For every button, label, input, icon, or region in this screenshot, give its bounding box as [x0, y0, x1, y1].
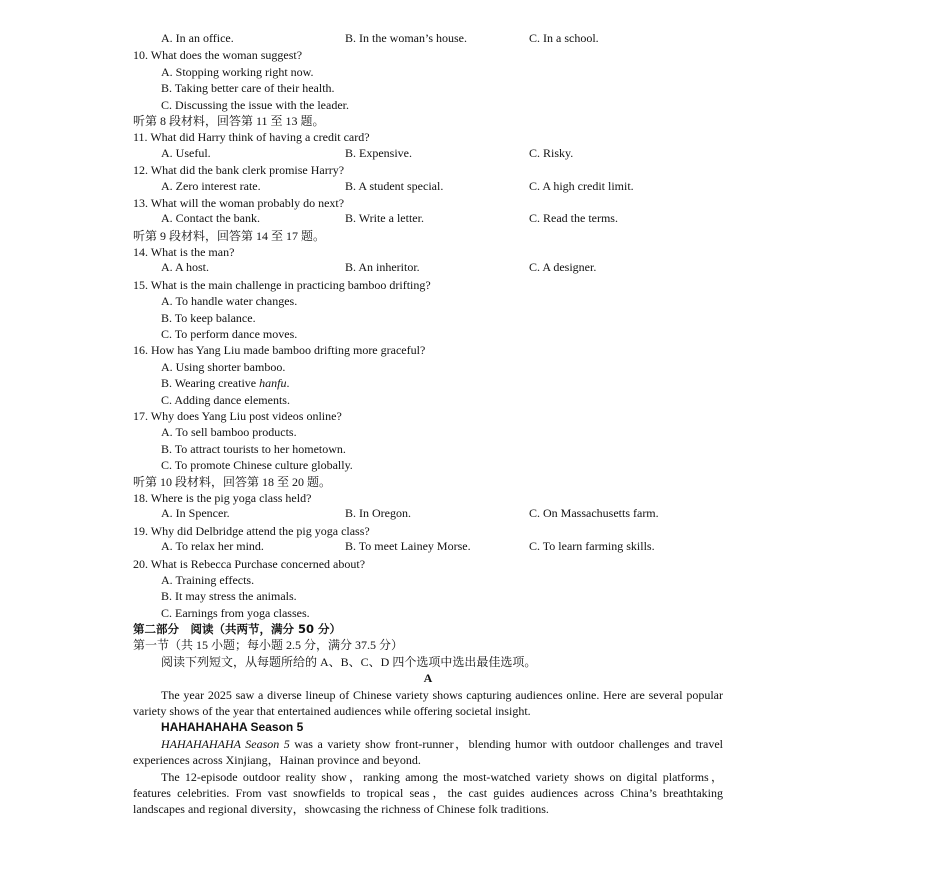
option-b: B. Taking better care of their health.	[161, 81, 335, 96]
option-a: A. Using shorter bamboo.	[161, 359, 286, 374]
option-a: A. Training effects.	[161, 572, 255, 587]
passage-label: A	[423, 671, 433, 686]
q13-options	[133, 211, 723, 227]
question-16: 16. How has Yang Liu made bamboo drifting more graceful?	[133, 343, 426, 358]
option-a: A. Zero interest rate.	[161, 178, 261, 193]
option-c: C. Earnings from yoga classes.	[161, 605, 310, 620]
q19-options	[133, 539, 723, 555]
option-a: A. Useful.	[161, 145, 211, 160]
question-15: 15. What is the main challenge in practicing bamboo drifting?	[133, 277, 431, 292]
section-1-heading: 第一节（共 15 小题；每小题 2.5 分，满分 37.5 分）	[133, 638, 404, 653]
option-b: B. To keep balance.	[161, 310, 256, 325]
option-b: B. In Oregon.	[345, 506, 411, 521]
option-c: C. To perform dance moves.	[161, 327, 298, 342]
option-b	[133, 375, 723, 391]
paragraph-2-text: was a variety show front-runner，blending humor with outdoor challenges and travel experiences across Xinjiang，Hainan province and beyond.	[133, 736, 724, 768]
paragraph-2	[133, 736, 723, 769]
show-title: HAHAHAHAHA Season 5	[161, 720, 304, 735]
option-b: B. An inheritor.	[345, 260, 420, 275]
question-17: 17. Why does Yang Liu post videos online?	[133, 408, 342, 423]
option-c: C. Adding dance elements.	[161, 392, 290, 407]
option-c: C. Risky.	[529, 145, 574, 160]
option-c: C. To learn farming skills.	[529, 539, 655, 554]
q12-options	[133, 179, 723, 195]
question-10: 10. What does the woman suggest?	[133, 48, 303, 63]
q18-options	[133, 506, 723, 522]
question-14: 14. What is the man?	[133, 245, 235, 260]
option-a: A. Stopping working right now.	[161, 64, 314, 79]
option-b: B. A student special.	[345, 178, 444, 193]
question-12: 12. What did the bank clerk promise Harry?	[133, 163, 345, 178]
section-8-instruction: 听第 8 段材料，回答第 11 至 13 题。	[133, 113, 325, 128]
option-a: A. A host.	[161, 260, 210, 275]
question-19: 19. Why did Delbridge attend the pig yoga class?	[133, 523, 370, 538]
option-a: A. To handle water changes.	[161, 294, 298, 309]
show-name-italic: HAHAHAHAHA Season 5	[161, 736, 290, 751]
section-9-instruction: 听第 9 段材料，回答第 14 至 17 题。	[133, 228, 326, 243]
question-20: 20. What is Rebecca Purchase concerned about?	[133, 556, 366, 571]
paragraph-1: The year 2025 saw a diverse lineup of Chinese variety shows capturing audiences online. Here are several popular variety shows of the year that entertained audiences while offering societal insight.	[133, 687, 723, 719]
option-a: A. In an office.	[161, 31, 234, 45]
option-b: B. In the woman’s house.	[345, 31, 467, 45]
option-c: C. Read the terms.	[529, 211, 618, 226]
option-c: C. A high credit limit.	[529, 178, 634, 193]
option-b: B. It may stress the animals.	[161, 589, 297, 604]
question-18: 18. Where is the pig yoga class held?	[133, 490, 312, 505]
question-13: 13. What will the woman probably do next?	[133, 195, 345, 210]
option-b: B. To attract tourists to her hometown.	[161, 441, 346, 456]
q11-options	[133, 146, 723, 162]
option-c: C. To promote Chinese culture globally.	[161, 458, 353, 473]
option-b-italic: hanfu	[259, 376, 287, 391]
paragraph-3: The 12-episode outdoor reality show，ranking among the most-watched variety shows on digital platforms，features celebrities. From vast snowfields to tropical seas，the cast guides audiences across China’s breathtaking landscapes and regional diversity，showcasing the richness of Chinese folk traditions.	[133, 769, 723, 817]
section-10-instruction: 听第 10 段材料，回答第 18 至 20 题。	[133, 474, 332, 489]
reading-instruction: 阅读下列短文，从每题所给的 A、B、C、D 四个选项中选出最佳选项。	[161, 654, 537, 669]
q14-options	[133, 260, 723, 276]
option-c: C. In a school.	[529, 31, 599, 45]
option-c: C. Discussing the issue with the leader.	[161, 97, 349, 112]
option-a: A. To relax her mind.	[161, 539, 264, 554]
part-2-heading: 第二部分 阅读（共两节，满分 50 分）	[133, 622, 342, 637]
option-c: C. A designer.	[529, 260, 597, 275]
option-b: B. Expensive.	[345, 145, 412, 160]
exam-page	[133, 31, 723, 818]
option-a: A. Contact the bank.	[161, 211, 260, 226]
option-b: B. Write a letter.	[345, 211, 424, 226]
option-b-text: B. Wearing creative	[161, 376, 260, 391]
q9-options	[133, 31, 723, 47]
option-b-end: .	[286, 376, 290, 391]
option-b: B. To meet Lainey Morse.	[345, 539, 471, 554]
question-11: 11. What did Harry think of having a credit card?	[133, 130, 370, 145]
option-a: A. In Spencer.	[161, 506, 230, 521]
option-c: C. On Massachusetts farm.	[529, 506, 659, 521]
option-a: A. To sell bamboo products.	[161, 425, 297, 440]
